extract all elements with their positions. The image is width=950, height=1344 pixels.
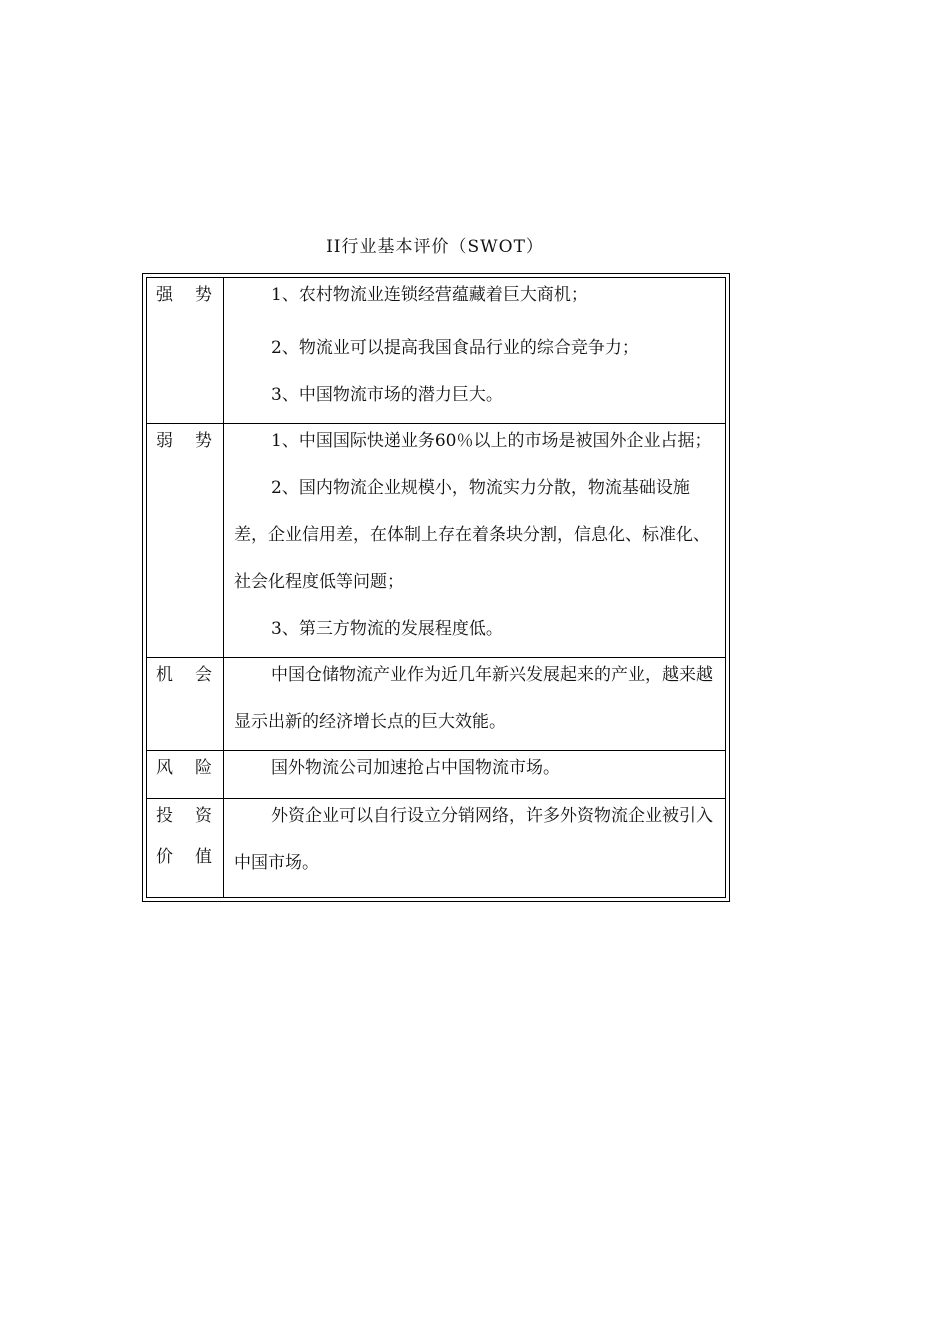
list-item: 1、农村物流业连锁经营蕴藏着巨大商机； <box>271 285 588 305</box>
document-title: II行业基本评价（SWOT） <box>326 237 544 257</box>
row-label-strengths <box>147 278 224 424</box>
list-item: 中国仓储物流产业作为近几年新兴发展起来的产业，越来越显示出新的经济增长点的巨大效能。 <box>234 665 713 732</box>
list-item: 1、中国国际快递业务60％以上的市场是被国外企业占据； <box>271 431 712 451</box>
row-label-char: 价 <box>156 847 173 867</box>
row-content-opportunities <box>224 658 726 751</box>
swot-row-threats <box>147 751 726 799</box>
row-content-investment-value <box>224 799 726 898</box>
row-label-char: 弱 <box>156 431 173 451</box>
row-label-char: 资 <box>195 806 212 826</box>
row-label-char: 机 <box>156 665 173 685</box>
list-item: 3、第三方物流的发展程度低。 <box>271 619 503 639</box>
row-label-char: 强 <box>156 285 173 305</box>
list-item: 2、物流业可以提高我国食品行业的综合竞争力； <box>271 338 639 358</box>
swot-row-strengths <box>147 278 726 424</box>
list-item: 外资企业可以自行设立分销网络，许多外资物流企业被引入中国市场。 <box>234 806 713 873</box>
row-label-char: 值 <box>195 847 212 867</box>
row-label-char: 势 <box>195 285 212 305</box>
list-item: 国外物流公司加速抢占中国物流市场。 <box>271 758 560 778</box>
row-label-char: 险 <box>195 758 212 778</box>
swot-row-weaknesses <box>147 424 726 658</box>
row-content-weaknesses <box>224 424 726 658</box>
row-label-threats <box>147 751 224 799</box>
row-label-char: 势 <box>195 431 212 451</box>
list-item: 2、国内物流企业规模小，物流实力分散，物流基础设施差，企业信用差，在体制上存在着条块分割，信息化、标准化、社会化程度低等问题； <box>234 478 710 592</box>
row-label-char: 投 <box>156 806 173 826</box>
row-label-opportunities <box>147 658 224 751</box>
list-item: 3、中国物流市场的潜力巨大。 <box>271 385 503 405</box>
swot-row-opportunities <box>147 658 726 751</box>
row-label-investment-value <box>147 799 224 898</box>
swot-row-investment-value <box>147 799 726 898</box>
swot-table <box>142 273 730 902</box>
row-label-char: 会 <box>195 665 212 685</box>
row-content-threats <box>224 751 726 799</box>
row-label-char: 风 <box>156 758 173 778</box>
row-content-strengths <box>224 278 726 424</box>
row-label-weaknesses <box>147 424 224 658</box>
